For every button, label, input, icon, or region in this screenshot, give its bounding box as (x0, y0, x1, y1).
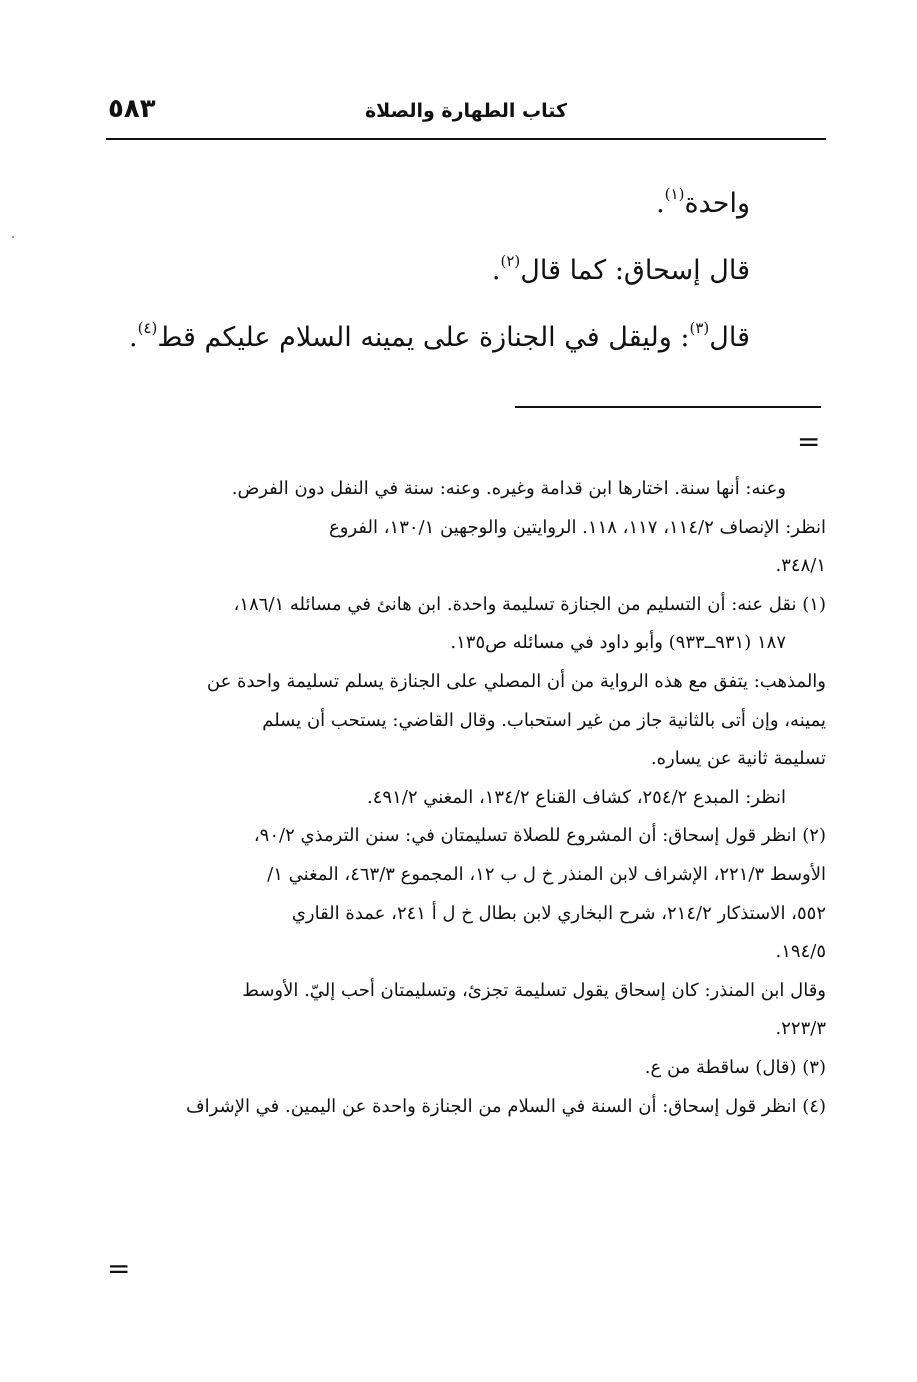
footnote-ref: (١) (664, 185, 685, 203)
footnote-line: وقال ابن المنذر: كان إسحاق يقول تسليمة تجزئ، وتسليمتان أحب إليّ. الأوسط (242, 979, 826, 1001)
footnote-line: الأوسط ٢٢١/٣، الإشراف لابن المنذر خ ل ب ١٢، المجموع ٤٦٣/٣، المغني ١/ (267, 863, 826, 885)
footnote-separator (515, 406, 821, 408)
footnote-line: وعنه: أنها سنة. اختارها ابن قدامة وغيره. وعنه: سنة في النفل دون الفرض. (231, 478, 786, 499)
footnote-line: ١٩٤/٥. (775, 941, 826, 963)
main-line (200, 170, 750, 237)
footnote-line: ١٨٧ (٩٣١ــ٩٣٣) وأبو داود في مسائله ص١٣٥. (450, 632, 786, 654)
footnote-line: (٢) انظر قول إسحاق: أن المشروع للصلاة تسليمتان في: سنن الترمذي ٩٠/٢، (253, 825, 826, 847)
page-number: ٥٨٣ (108, 94, 156, 124)
main-line-text: واحدة (684, 188, 750, 219)
main-line-end: . (656, 188, 665, 219)
footnote-line: (١) نقل عنه: أن التسليم من الجنازة تسليمة واحدة. ابن هانئ في مسائله ١٨٦/١، (233, 593, 826, 615)
header-rule (106, 138, 826, 140)
footnote-ref: (٢) (500, 252, 521, 270)
main-line-end: . (128, 322, 138, 353)
main-line (128, 304, 750, 371)
continuation-mark-bottom: = (107, 1252, 131, 1285)
footnote-line: (٤) انظر قول إسحاق: أن السنة في السلام من الجنازة واحدة عن اليمين. في الإشراف (186, 1095, 826, 1117)
main-line-text: : وليقل في الجنازة على يمينه السلام عليكم قط (157, 322, 690, 353)
footnote-line: ٥٥٢، الاستذكار ٢١٤/٢، شرح البخاري لابن بطال خ ل أ ٢٤١، عمدة القاري (291, 902, 826, 924)
footnote-line: انظر: الإنصاف ١١٤/٢، ١١٧، ١١٨. الروايتين والوجهين ١٣٠/١، الفروع (329, 516, 826, 538)
footnote-line: انظر: المبدع ٢٥٤/٢، كشاف القناع ١٣٤/٢، المغني ٤٩١/٢. (367, 786, 786, 808)
footnote-line: (٣) (قال) ساقطة من ع. (644, 1056, 826, 1078)
footnote-line: ٢٢٣/٣. (775, 1018, 826, 1040)
footnote-ref: (٣) (689, 319, 710, 337)
footnote-line: والمذهب: يتفق مع هذه الرواية من أن المصلي على الجنازة يسلم تسليمة واحدة عن (206, 670, 826, 692)
main-line-text: قال (709, 322, 750, 353)
margin-speck (12, 236, 14, 238)
running-title: كتاب الطهارة والصلاة (364, 100, 568, 122)
footnote-line: يمينه، وإن أتى بالثانية جاز من غير استحباب. وقال القاضي: يستحب أن يسلم (262, 709, 826, 731)
footnote-line: تسليمة ثانية عن يساره. (650, 748, 826, 770)
page-header (106, 90, 826, 136)
main-text (128, 170, 750, 371)
footnote-line: ٣٤٨/١. (775, 555, 826, 577)
continuation-mark-top: = (797, 425, 821, 458)
main-line-end: . (491, 255, 501, 286)
footnote-ref: (٤) (137, 319, 158, 337)
footnotes (106, 470, 826, 1126)
main-line (200, 237, 750, 304)
main-line-text: قال إسحاق: كما قال (520, 255, 750, 286)
